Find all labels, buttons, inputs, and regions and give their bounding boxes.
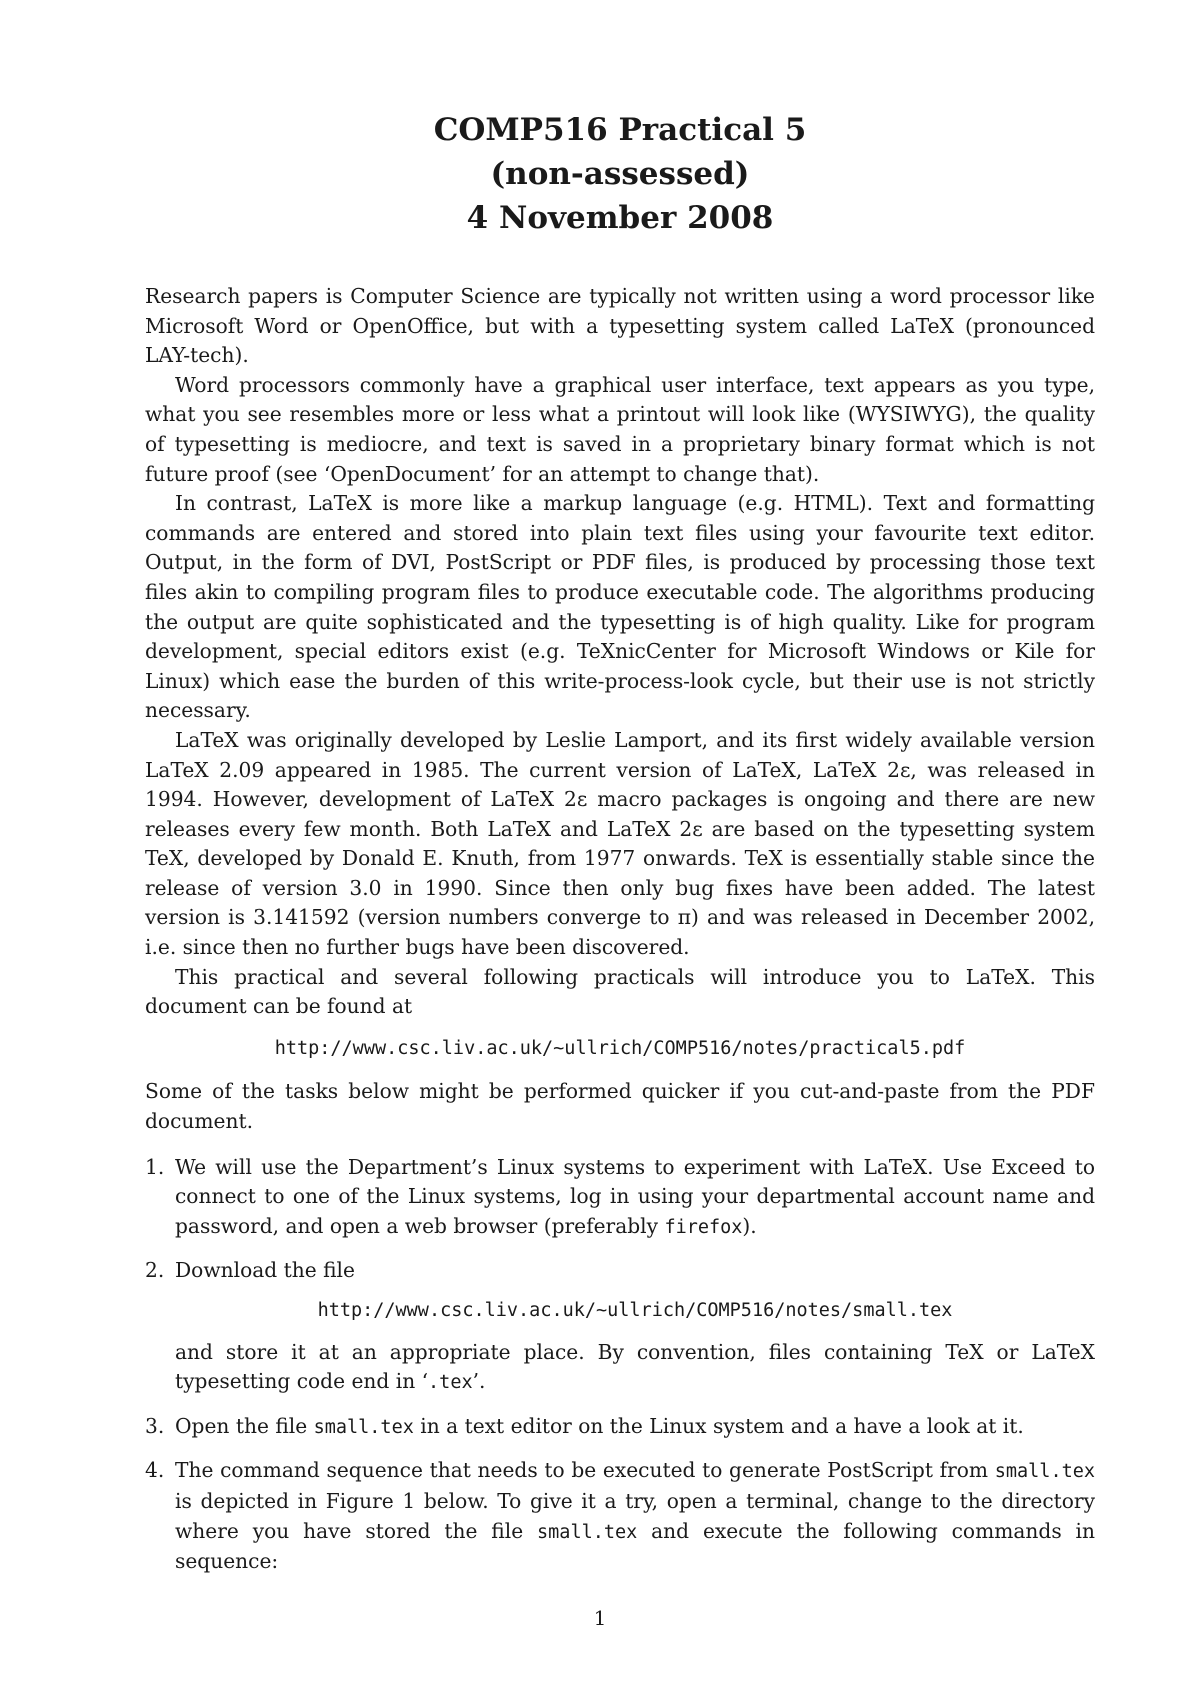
paragraph-latex-contrast: In contrast, LaTeX is more like a markup language (e.g. HTML). Text and formatting commands are entered and stored into plain text files using your favourite text editor. Output, in the form of DVI, PostScript or PDF files, is produced by processing those text files akin to compiling program files to produce executable code. The algorithms producing the output are quite sophisticated and the typesetting is of high quality. Like for program development, special editors exist (e.g. TeXnicCenter for Microsoft Windows or Kile for Linux) which ease the burden of this write-process-look cycle, but their use is not strictly necessary. [145, 491, 1095, 723]
list-item-text: We will use the Department’s Linux systems to experiment with LaTeX. Use Exceed to connect to one of the Linux systems, log in using your departmental account name and password, and open a web browser (preferably [175, 1154, 1095, 1238]
list-item-number: 1. [145, 1154, 165, 1179]
list-item-text: is depicted in Figure 1 below. To give it a try, open a terminal, change to the directory where you have stored the file [175, 1488, 1095, 1543]
list-item-number: 2. [145, 1258, 165, 1283]
document-page [145, 108, 1095, 1591]
list-item-text: The command sequence that needs to be executed to generate PostScript from [175, 1458, 995, 1483]
list-item-text: and store it at an appropriate place. By convention, files containing TeX or LaTeX typesetting code end in ‘ [175, 1339, 1095, 1394]
paragraph-cut-paste: Some of the tasks below might be performed quicker if you cut-and-paste from the PDF document. [145, 1079, 1095, 1134]
list-item-text: and execute the following commands in sequence: [175, 1518, 1095, 1574]
inline-code: small.tex [994, 1461, 1095, 1483]
title-line-1: COMP516 Practical 5 [433, 112, 807, 148]
list-item-text: ). [742, 1213, 757, 1238]
paragraph-practical-intro: This practical and several following practicals will introduce you to LaTeX. This document can be found at [145, 964, 1095, 1019]
task-list [145, 1153, 1095, 1577]
list-item-text: in a text editor on the Linux system and a have a look at it. [413, 1413, 1024, 1438]
document-title [145, 108, 1095, 240]
inline-code: firefox [664, 1216, 743, 1238]
download-url: http://www.csc.liv.ac.uk/~ullrich/COMP516/notes/small.tex [317, 1300, 953, 1321]
list-item-text: ’. [472, 1369, 486, 1394]
list-item [145, 1456, 1095, 1576]
title-line-3: 4 November 2008 [466, 200, 774, 236]
practical-url: http://www.csc.liv.ac.uk/~ullrich/COMP516/notes/practical5.pdf [274, 1037, 966, 1059]
inline-code: .tex [428, 1372, 473, 1394]
inline-code: small.tex [537, 1521, 638, 1543]
title-line-2: (non-assessed) [490, 156, 750, 192]
list-item-number: 4. [145, 1458, 165, 1483]
list-item [145, 1412, 1095, 1443]
page-number: 1 [593, 1606, 607, 1630]
paragraph-latex-history: LaTeX was originally developed by Leslie Lamport, and its first widely available version LaTeX 2.09 appeared in 1985. The current version of LaTeX, LaTeX 2ε, was released in 1994. However, development of LaTeX 2ε macro packages is ongoing and there are new releases every few month. Both LaTeX and LaTeX 2ε are based on the typesetting system TeX, developed by Donald E. Knuth, from 1977 onwards. TeX is essentially stable since the release of version 3.0 in 1990. Since then only bug fixes have been added. The latest version is 3.141592 (version numbers converge to π) and was released in December 2002, i.e. since then no further bugs have been discovered. [145, 727, 1095, 960]
list-item [145, 1256, 1095, 1397]
document-body [145, 282, 1095, 1577]
inline-code: small.tex [313, 1416, 414, 1438]
list-item [145, 1153, 1095, 1243]
list-item-text: Open the file [175, 1413, 314, 1438]
list-item-text: Download the file [175, 1258, 355, 1283]
list-item-number: 3. [145, 1413, 165, 1438]
paragraph-intro: Research papers is Computer Science are typically not written using a word processor like Microsoft Word or OpenOffice, but with a typesetting system called LaTeX (pronounced LAY-tech). [145, 284, 1095, 368]
paragraph-word-processors: Word processors commonly have a graphical user interface, text appears as you type, what you see resembles more or less what a printout will look like (WYSIWYG), the quality of typesetting is mediocre, and text is saved in a proprietary binary format which is not future proof (see ‘OpenDocument’ for an attempt to change that). [145, 372, 1095, 486]
